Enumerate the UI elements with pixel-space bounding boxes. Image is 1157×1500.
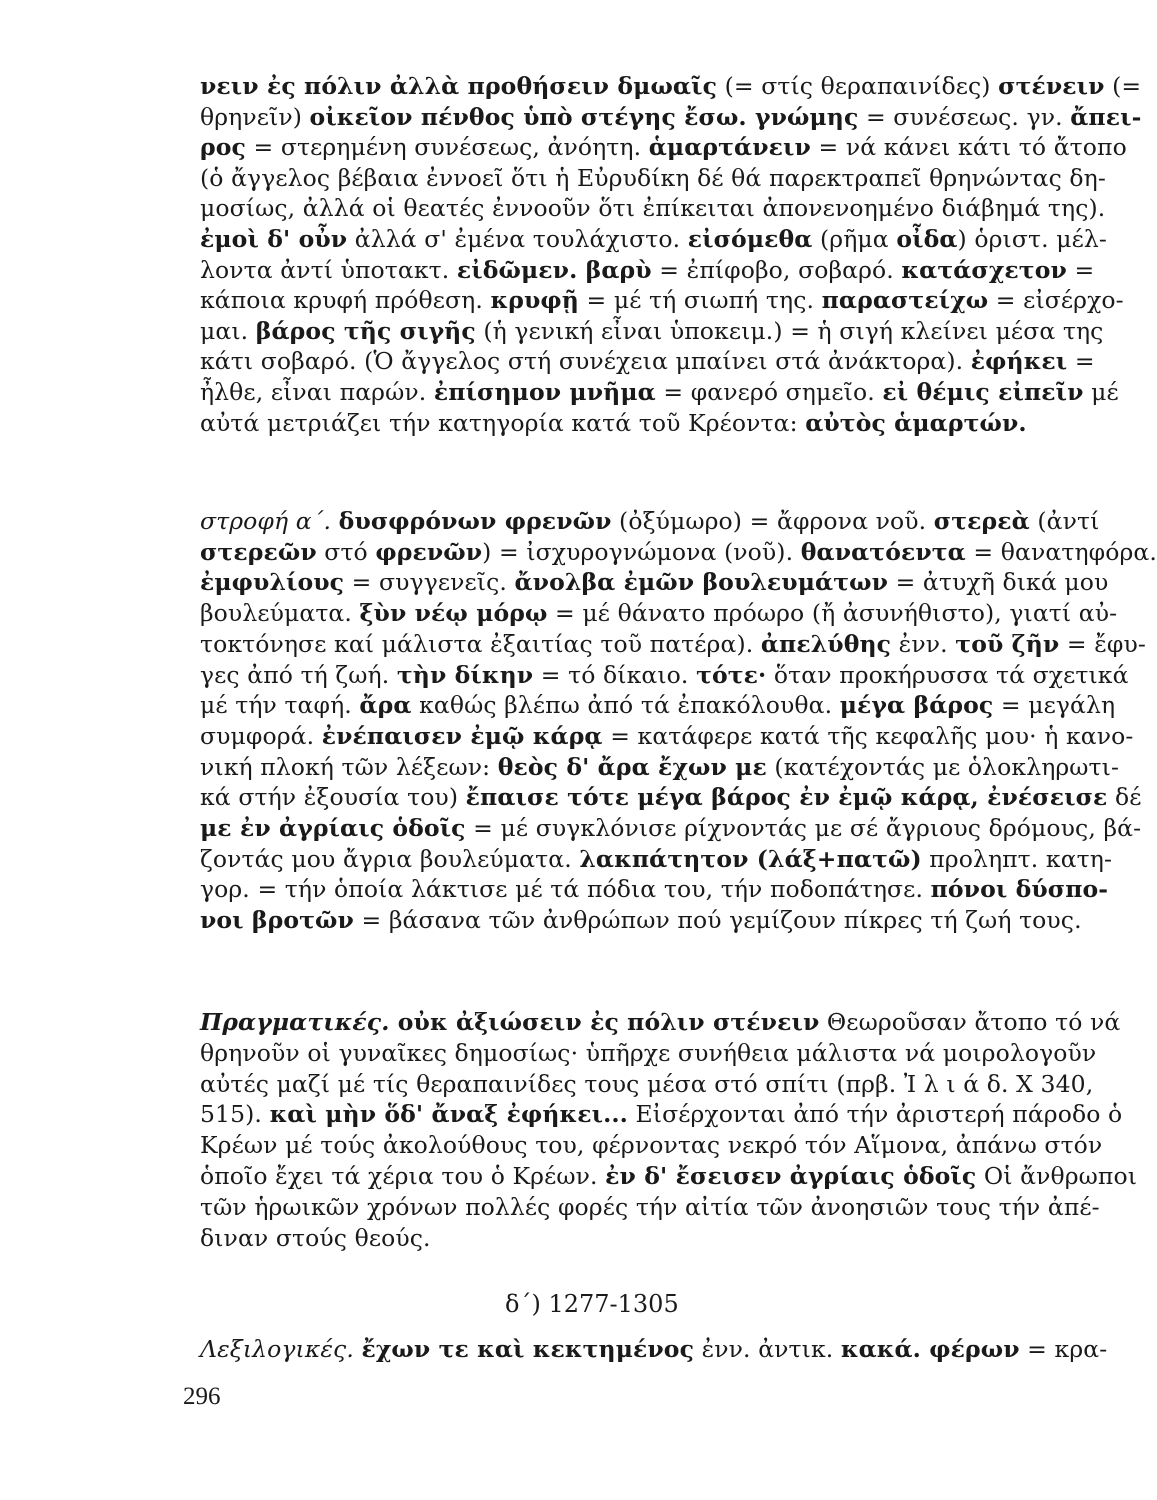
text-line (200, 781, 1142, 813)
text-segment: βάρος τῆς σιγῆς (255, 316, 476, 345)
text-segment: παραστείχω (821, 286, 989, 315)
text-segment: Οἱ ἄνθρωποι (976, 1162, 1138, 1190)
text-segment: νική πλοκή τῶν λέξεων: (200, 752, 498, 781)
text-segment: συμφορά. (200, 721, 322, 750)
text-segment: στερεὰ (933, 507, 1030, 535)
text-segment: τὴν δίκην (396, 660, 534, 689)
text-segment: δυσφρόνων φρενῶν (338, 507, 612, 535)
text-segment: (ρῆμα (812, 225, 897, 253)
text-segment: καὶ μὴν ὅδ' ἄναξ ἐφήκει... (269, 1100, 628, 1129)
text-segment: = κρα- (1019, 1335, 1108, 1363)
text-line (200, 1068, 1094, 1100)
text-segment: ἄρα (359, 691, 412, 720)
text-line (200, 1191, 1100, 1223)
text-line (200, 1160, 1138, 1192)
text-segment: μαι. (200, 316, 256, 345)
text-segment: = στερημένη συνέσεως, ἀνόητη. (245, 133, 649, 162)
text-segment: κά στήν ἐξουσία του) (200, 783, 466, 812)
text-segment: ζοντάς μου ἄγρια βουλεύματα. (200, 844, 580, 873)
text-segment: ) = ἰσχυρογνώμονα (νοῦ). (482, 537, 801, 566)
text-segment: ) ὁριστ. μέλ- (957, 225, 1107, 253)
text-segment: = μεγάλη (993, 691, 1116, 720)
text-segment: ἐνν. ἀντικ. (694, 1335, 841, 1363)
text-segment: = εἰσέρχο- (988, 286, 1124, 315)
text-segment: οὐκ ἀξιώσειν ἐς πόλιν στένειν (397, 1008, 820, 1036)
text-line (200, 720, 1134, 752)
text-segment: καθώς βλέπω ἀπό τά ἐπακόλουθα. (411, 691, 840, 720)
text-segment: πόνοι δύσπο- (930, 875, 1109, 904)
text-segment: εἰ θέμις εἰπεῖν (882, 378, 1084, 406)
text-segment: θρηνοῦν οἱ γυναῖκες δημοσίως· ὑπῆρχε συνήθεια μάλιστα νά μοιρολογοῦν (200, 1038, 1097, 1067)
text-segment: (= στίς θεραπαινίδες) (717, 72, 999, 100)
text-line (200, 345, 1095, 377)
text-segment: = φανερό σημεῖο. (655, 378, 883, 406)
text-segment: = ἐπίφοβο, σοβαρό. (651, 255, 902, 284)
text-segment: ἄπει- (1070, 102, 1142, 131)
text-line (200, 751, 1120, 783)
text-line (200, 223, 1107, 255)
text-line (200, 505, 1100, 537)
text-segment: τοκτόνησε καί μάλιστα ἐξαιτίας τοῦ πατέρα). (200, 629, 761, 658)
text-segment: ρος (200, 133, 246, 162)
text-segment: κάποια κρυφή πρόθεση. (200, 286, 491, 315)
text-segment: βουλεύματα. (200, 599, 360, 628)
text-segment: εἰσόμεθα (687, 225, 813, 253)
text-segment: Πραγματικές. (200, 1008, 398, 1036)
text-line (200, 254, 1095, 286)
text-segment: νειν ἐς πόλιν ἀλλὰ προθήσειν δμωαῖς (200, 72, 717, 100)
text-segment: λακπάτητον (λάξ+πατῶ) (579, 844, 922, 873)
text-line (200, 1222, 1055, 1254)
text-line (200, 315, 1104, 347)
text-segment: Εἰσέρχονται ἀπό τήν ἀριστερή πάροδο ὁ (627, 1100, 1123, 1129)
text-line (200, 1098, 1123, 1130)
text-segment: = μέ τή σιωπή της. (578, 286, 822, 315)
text-segment: = κατάφερε κατά τῆς κεφαλῆς μου· ἡ κανο- (602, 721, 1134, 750)
text-segment: κατάσχετον (901, 255, 1067, 284)
text-segment: (ἡ γενική εἶναι ὑποκειμ.) = ἡ σιγή κλείνει μέσα της (475, 316, 1104, 345)
text-segment: νοι βροτῶν (200, 906, 354, 935)
text-segment: διναν στούς θεούς. (200, 1223, 431, 1252)
text-segment: θρηνεῖν) (200, 102, 310, 131)
text-segment: ἐπίσημον μνῆμα (433, 378, 656, 406)
text-line (200, 566, 1109, 598)
text-segment: στροφή α΄. (200, 507, 339, 535)
text-segment: ἐμοὶ δ' οὖν (200, 225, 348, 253)
text-line (200, 597, 1118, 629)
text-segment: γορ. = τήν ὁποία λάκτισε μέ τά πόδια του, τήν ποδοπάτησε. (200, 875, 931, 904)
text-line (200, 407, 1055, 439)
text-segment: = τό δίκαιο. (533, 660, 697, 689)
text-segment: προληπτ. κατη- (921, 844, 1112, 873)
text-segment: = θανατηφόρα. (965, 537, 1157, 566)
text-segment: (ἀντί (1029, 507, 1100, 535)
text-line (200, 812, 1142, 844)
text-segment: ἔπαισε τότε μέγα βάρος ἐν ἐμῷ κάρᾳ, ἐνέσεισε (465, 783, 1108, 812)
text-segment: Θεωροῦσαν ἄτοπο τό νά (819, 1008, 1121, 1036)
text-segment: οἰκεῖον πένθος ὑπὸ στέγης ἔσω. γνώμης (309, 102, 859, 131)
text-line (200, 131, 1127, 163)
text-line (200, 659, 1129, 691)
text-line (200, 1037, 1097, 1069)
text-segment: = μέ θάνατο πρόωρο (ἤ ἀσυνήθιστο), γιατί αὐ- (547, 599, 1118, 628)
text-segment: (ὁ ἄγγελος βέβαια ἐννοεῖ ὅτι ἡ Εὐρυδίκη δέ θά παρεκτραπεῖ θρηνώντας δη- (200, 163, 1106, 192)
text-segment: γες ἀπό τή ζωή. (200, 660, 397, 689)
text-segment: Λεξιλογικές. (200, 1335, 362, 1363)
text-line (200, 192, 1106, 224)
text-line (200, 843, 1112, 875)
text-segment: στερεῶν (200, 537, 317, 566)
text-segment: = (1066, 255, 1095, 284)
text-segment: ἐνέπαισεν ἐμῷ κάρᾳ (321, 721, 603, 750)
text-segment: στό (316, 537, 376, 566)
text-segment: κρυφῇ (490, 286, 579, 315)
text-segment: αὐτά μετριάζει τήν κατηγορία κατά τοῦ Κρέοντα: (200, 408, 806, 437)
text-segment: = βάσανα τῶν ἀνθρώπων πού γεμίζουν πίκρες τή ζωή τους. (353, 906, 1082, 935)
text-segment: 515). (200, 1100, 270, 1129)
text-segment: μέ (1083, 378, 1119, 406)
text-segment: στένειν (998, 72, 1105, 100)
text-segment: λοντα ἀντί ὑποτακτ. (200, 255, 457, 284)
text-segment: μέγα βάρος (839, 691, 994, 720)
text-segment: ἦλθε, εἶναι παρών. (200, 378, 434, 406)
text-line (200, 536, 1157, 568)
text-segment: ἐφήκει (970, 347, 1068, 376)
text-segment: ἀλλά σ' ἐμένα τουλάχιστο. (347, 225, 688, 253)
text-segment: = (1067, 347, 1095, 376)
text-segment: θεὸς δ' ἄρα ἔχων με (497, 752, 767, 781)
text-segment: ἔχων τε καὶ κεκτημένος (361, 1335, 694, 1363)
text-segment: εἰδῶμεν. βαρὺ (456, 255, 652, 284)
text-segment: αὐτές μαζί μέ τίς θεραπαινίδες τους μέσα στό σπίτι (πρβ. Ἰ λ ι ά δ. Χ 340, (200, 1069, 1094, 1098)
text-segment: = συνέσεως. γν. (858, 102, 1071, 131)
text-segment: ὅταν προκήρυσσα τά σχετικά (766, 660, 1129, 689)
text-line (200, 689, 1116, 721)
text-segment: τῶν ἡρωικῶν χρόνων πολλές φορές τήν αἰτία τῶν ἀνοησιῶν τους τήν ἀπέ- (200, 1192, 1100, 1221)
text-segment: = συγγενεῖς. (344, 568, 515, 597)
text-segment: αὐτὸς ἁμαρτών. (805, 408, 1027, 437)
text-segment: ἐμφυλίους (200, 568, 345, 597)
text-segment: οἶδα (896, 225, 958, 253)
text-line (200, 1006, 1121, 1038)
text-segment: ἐνν. (891, 629, 956, 658)
text-segment: Κρέων μέ τούς ἀκολούθους του, φέρνοντας νεκρό τόν Αἵμονα, ἀπάνω στόν (200, 1131, 1103, 1160)
text-line (200, 376, 1119, 408)
text-segment: κακά. φέρων (840, 1335, 1020, 1363)
text-line (200, 1333, 1108, 1365)
text-line (200, 873, 1109, 905)
text-line (200, 628, 1146, 660)
text-segment: = μέ συγκλόνισε ρίχνοντάς με σέ ἄγριους δρόμους, βά- (465, 814, 1142, 842)
text-segment: φρενῶν (375, 537, 483, 566)
text-segment: ἐν δ' ἔσεισεν ἀγρίαις ὁδοῖς (605, 1162, 977, 1190)
text-segment: ἀπελύθης (760, 629, 892, 658)
text-segment: (= (1104, 72, 1142, 100)
text-segment: ἁμαρτάνειν (648, 133, 811, 162)
text-segment: = νά κάνει κάτι τό ἄτοπο (810, 133, 1127, 162)
text-line (200, 70, 1142, 102)
section-heading: δ΄) 1277-1305 (505, 1290, 679, 1318)
text-segment: μέ τήν ταφή. (200, 691, 360, 720)
text-segment: θανατόεντα (800, 537, 966, 566)
text-segment: ξὺν νέῳ μόρῳ (359, 599, 548, 628)
text-segment: = ἀτυχῆ δικά μου (888, 568, 1109, 597)
text-segment: τότε· (696, 660, 767, 689)
text-segment: τοῦ ζῆν (955, 629, 1060, 658)
text-segment: μοσίως, ἀλλά οἱ θεατές ἐννοοῦν ὅτι ἐπίκειται ἀπονενοημένο διάβημά της). (200, 194, 1106, 223)
text-segment: = ἔφυ- (1059, 629, 1146, 658)
text-line (200, 904, 1082, 936)
text-line (200, 101, 1142, 133)
text-line (200, 284, 1124, 316)
text-segment: (κατέχοντάς με ὁλοκληρωτι- (766, 752, 1120, 781)
text-line (200, 1129, 1103, 1161)
text-segment: ὁποῖο ἔχει τά χέρια του ὁ Κρέων. (200, 1162, 606, 1190)
text-segment: δέ (1107, 783, 1142, 812)
text-segment: ἄνολβα ἐμῶν βουλευμάτων (514, 568, 888, 597)
page-number: 296 (183, 1383, 221, 1410)
text-segment: με ἐν ἀγρίαις ὁδοῖς (200, 814, 466, 842)
text-segment: κάτι σοβαρό. (Ὁ ἄγγελος στή συνέχεια μπαίνει στά ἀνάκτορα). (200, 347, 971, 376)
text-line (200, 162, 1106, 194)
text-segment: (ὀξύμωρο) = ἄφρονα νοῦ. (611, 507, 934, 535)
